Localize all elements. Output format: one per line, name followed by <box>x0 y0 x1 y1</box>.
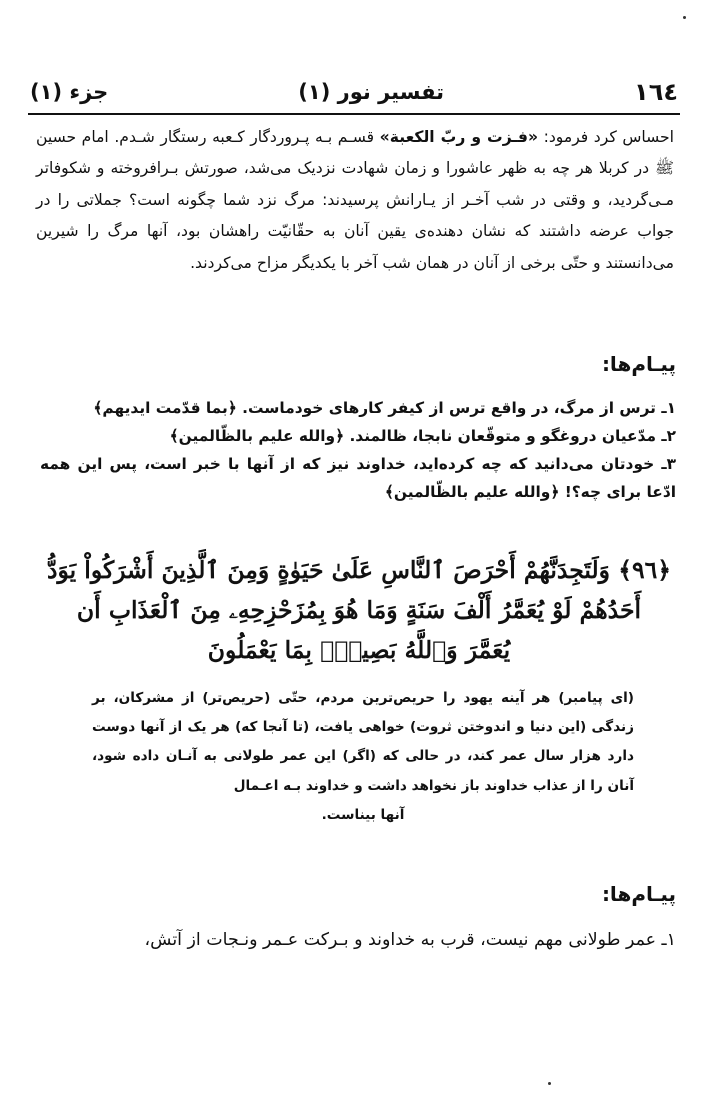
book-title: تفسیر نور (١) <box>298 80 445 104</box>
page-header <box>30 74 678 110</box>
intro-paragraph <box>36 122 674 279</box>
scan-speck <box>548 1082 551 1085</box>
quran-verse <box>42 550 676 670</box>
verse-translation <box>92 684 634 830</box>
verse-line: يُعَمَّرَ وَٱللَّهُ بَصِيرٌۢ بِمَا يَعْمَلُونَ <box>207 636 511 664</box>
scan-speck <box>683 16 686 19</box>
quote-phrase: «فـزت و ربّ الکعبة» <box>379 128 539 146</box>
page-number: ١٦٤ <box>634 78 678 106</box>
message-item: ٣ـ خودتان می‌دانید که چه کرده‌اید، خداوند نیز که از آنها با خبر است، پس این همه ادّعا برای چه؟! ﴿والله علیم بالظّالمین﴾ <box>40 455 676 501</box>
intro-text-start: احساس کرد فرمود: <box>538 128 674 146</box>
verse-line: ﴿٩٦﴾ وَلَتَجِدَنَّهُمْ أَحْرَصَ ٱلنَّاسِ عَلَىٰ حَيَوٰةٍ وَمِنَ ٱلَّذِينَ أَشْرَكُواْ يَوَدُّ <box>46 556 672 584</box>
messages-heading-2: پیـام‌ها: <box>601 882 676 906</box>
part-label: جزء (١) <box>30 80 109 104</box>
messages-heading: پیـام‌ها: <box>601 352 676 376</box>
header-divider <box>28 113 680 115</box>
message-item: ١ـ ترس از مرگ، در واقع ترس از کیفر کارهای خودماست. ﴿بما قدّمت ایدیهم﴾ <box>93 399 676 417</box>
translation-last-line: آنها بیناست. <box>321 806 405 823</box>
message-item: ١ـ عمر طولانی مهم نیست، قرب به خداوند و بـرکت عـمر ونـجات از آتش، <box>144 930 676 950</box>
verse-line: أَحَدُهُمْ لَوْ يُعَمَّرُ أَلْفَ سَنَةٍ وَمَا هُوَ بِمُزَحْزِحِهِۦ مِنَ ٱلْعَذَابِ أَن <box>76 596 642 624</box>
intro-text-end: قسـم بـه پـروردگار کـعبه رستگار شـدم. <box>114 128 380 146</box>
messages-list <box>40 394 676 506</box>
translation-body: (ای پیامبر) هر آینه یهود را حریص‌ترین مردم، حتّی (حریص‌تر) از مشرکان، بر زندگی (این دنیا و اندوختن ثروت) خواهی یافت، (تا آنجا که) هر یک از آنها دوست دارد هزار سال عمر کند، در حالی که (اگر) این عمر طولانی به آنـان داده شود، آنان را از عذاب خداوند باز نخواهد داشت و خداوند بـه اعـمال <box>92 690 634 794</box>
messages-list-2 <box>36 924 676 956</box>
intro-body: امام حسین ﷺ در کربلا هر چه به ظهر عاشورا و زمان شهادت نزدیک می‌شد، صورتش بـرافروخته و شکوفاتر مـی‌گردید، و وقتی در شب آخـر از یـارانش پرسیدند: مرگ نزد شما چگونه است؟ جملاتی را در جواب عرضه داشتند که نشان دهنده‌ی یقین آنان به حقّانیّت راهشان بود، آنها مرگ را شیرین می‌دانستند و حتّی برخی از آنان در همان شب آخر با یکدیگر مزاح می‌کردند. <box>36 128 674 272</box>
message-item: ٢ـ مدّعیان دروغگو و متوقّعان نابجا، ظالمند. ﴿والله علیم بالظّالمین﴾ <box>169 427 676 445</box>
